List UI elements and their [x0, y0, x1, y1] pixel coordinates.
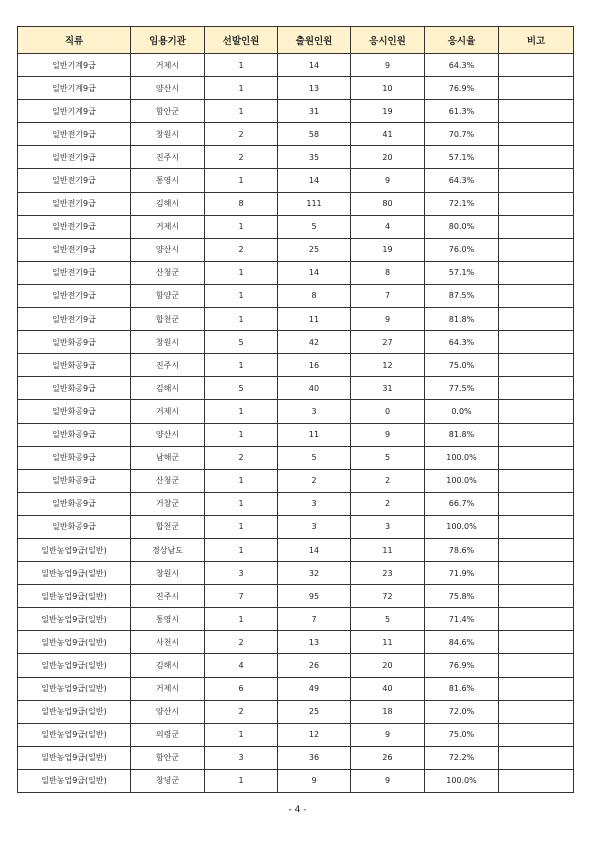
cell-job-class: 일반전기9급 — [18, 192, 131, 215]
cell-agency: 통영시 — [131, 169, 205, 192]
table-row — [18, 746, 574, 769]
cell-attendance-rate: 57.1% — [425, 146, 499, 169]
cell-applicant-count: 14 — [278, 261, 351, 284]
cell-selected-count: 5 — [205, 377, 278, 400]
cell-applicant-count: 11 — [278, 423, 351, 446]
cell-selected-count: 8 — [205, 192, 278, 215]
cell-agency: 합천군 — [131, 308, 205, 331]
cell-remarks — [499, 123, 574, 146]
table-row — [18, 515, 574, 538]
cell-applicant-count: 9 — [278, 769, 351, 792]
cell-job-class: 일반화공9급 — [18, 469, 131, 492]
cell-job-class: 일반전기9급 — [18, 308, 131, 331]
cell-examinee-count: 20 — [351, 654, 425, 677]
cell-agency: 사천시 — [131, 631, 205, 654]
cell-selected-count: 1 — [205, 492, 278, 515]
cell-selected-count: 1 — [205, 723, 278, 746]
cell-attendance-rate: 0.0% — [425, 400, 499, 423]
cell-attendance-rate: 57.1% — [425, 261, 499, 284]
cell-applicant-count: 42 — [278, 331, 351, 354]
cell-agency: 양산시 — [131, 238, 205, 261]
table-row — [18, 469, 574, 492]
cell-attendance-rate: 100.0% — [425, 446, 499, 469]
cell-agency: 김해시 — [131, 654, 205, 677]
cell-remarks — [499, 769, 574, 792]
cell-selected-count: 1 — [205, 261, 278, 284]
cell-applicant-count: 3 — [278, 492, 351, 515]
cell-agency: 거제시 — [131, 54, 205, 77]
cell-examinee-count: 19 — [351, 238, 425, 261]
cell-selected-count: 1 — [205, 215, 278, 238]
cell-examinee-count: 18 — [351, 700, 425, 723]
cell-examinee-count: 8 — [351, 261, 425, 284]
cell-selected-count: 1 — [205, 538, 278, 561]
cell-applicant-count: 14 — [278, 54, 351, 77]
cell-examinee-count: 2 — [351, 492, 425, 515]
cell-agency: 김해시 — [131, 192, 205, 215]
table-row — [18, 631, 574, 654]
cell-job-class: 일반화공9급 — [18, 354, 131, 377]
cell-examinee-count: 11 — [351, 538, 425, 561]
cell-job-class: 일반기계9급 — [18, 54, 131, 77]
cell-examinee-count: 9 — [351, 723, 425, 746]
cell-agency: 창원시 — [131, 331, 205, 354]
cell-job-class: 일반농업9급(일반) — [18, 723, 131, 746]
cell-agency: 함안군 — [131, 746, 205, 769]
cell-job-class: 일반농업9급(일반) — [18, 700, 131, 723]
table-row — [18, 492, 574, 515]
cell-applicant-count: 14 — [278, 538, 351, 561]
cell-job-class: 일반화공9급 — [18, 331, 131, 354]
table-row — [18, 700, 574, 723]
cell-selected-count: 2 — [205, 446, 278, 469]
cell-examinee-count: 5 — [351, 446, 425, 469]
cell-examinee-count: 20 — [351, 146, 425, 169]
header-examinee-count: 응시인원 — [351, 27, 425, 54]
cell-attendance-rate: 66.7% — [425, 492, 499, 515]
cell-applicant-count: 5 — [278, 446, 351, 469]
cell-examinee-count: 80 — [351, 192, 425, 215]
cell-applicant-count: 8 — [278, 284, 351, 307]
table-row — [18, 261, 574, 284]
cell-examinee-count: 5 — [351, 608, 425, 631]
cell-job-class: 일반전기9급 — [18, 123, 131, 146]
cell-attendance-rate: 81.8% — [425, 308, 499, 331]
cell-job-class: 일반화공9급 — [18, 400, 131, 423]
cell-remarks — [499, 423, 574, 446]
cell-job-class: 일반전기9급 — [18, 238, 131, 261]
cell-remarks — [499, 446, 574, 469]
cell-agency: 진주시 — [131, 354, 205, 377]
cell-remarks — [499, 192, 574, 215]
cell-applicant-count: 49 — [278, 677, 351, 700]
cell-agency: 양산시 — [131, 423, 205, 446]
table-row — [18, 169, 574, 192]
cell-examinee-count: 3 — [351, 515, 425, 538]
cell-agency: 창녕군 — [131, 769, 205, 792]
table-header-row — [18, 27, 574, 54]
cell-attendance-rate: 100.0% — [425, 515, 499, 538]
cell-selected-count: 1 — [205, 608, 278, 631]
header-applicant-count: 출원인원 — [278, 27, 351, 54]
cell-selected-count: 1 — [205, 77, 278, 100]
cell-selected-count: 1 — [205, 308, 278, 331]
cell-agency: 거제시 — [131, 215, 205, 238]
cell-job-class: 일반화공9급 — [18, 492, 131, 515]
cell-job-class: 일반화공9급 — [18, 377, 131, 400]
cell-remarks — [499, 562, 574, 585]
cell-applicant-count: 40 — [278, 377, 351, 400]
cell-attendance-rate: 100.0% — [425, 469, 499, 492]
table-row — [18, 54, 574, 77]
cell-attendance-rate: 64.3% — [425, 54, 499, 77]
cell-agency: 합천군 — [131, 515, 205, 538]
cell-agency: 거창군 — [131, 492, 205, 515]
header-agency: 임용기관 — [131, 27, 205, 54]
cell-applicant-count: 3 — [278, 400, 351, 423]
cell-examinee-count: 72 — [351, 585, 425, 608]
cell-remarks — [499, 169, 574, 192]
cell-applicant-count: 111 — [278, 192, 351, 215]
table-row — [18, 585, 574, 608]
cell-agency: 진주시 — [131, 146, 205, 169]
cell-attendance-rate: 81.8% — [425, 423, 499, 446]
cell-examinee-count: 23 — [351, 562, 425, 585]
cell-applicant-count: 13 — [278, 77, 351, 100]
cell-attendance-rate: 76.0% — [425, 238, 499, 261]
cell-attendance-rate: 71.9% — [425, 562, 499, 585]
cell-examinee-count: 19 — [351, 100, 425, 123]
header-attendance-rate: 응시율 — [425, 27, 499, 54]
cell-job-class: 일반전기9급 — [18, 284, 131, 307]
cell-applicant-count: 2 — [278, 469, 351, 492]
cell-examinee-count: 12 — [351, 354, 425, 377]
cell-attendance-rate: 64.3% — [425, 331, 499, 354]
cell-selected-count: 1 — [205, 400, 278, 423]
cell-selected-count: 3 — [205, 746, 278, 769]
cell-examinee-count: 9 — [351, 54, 425, 77]
cell-examinee-count: 26 — [351, 746, 425, 769]
cell-attendance-rate: 72.2% — [425, 746, 499, 769]
cell-attendance-rate: 61.3% — [425, 100, 499, 123]
cell-applicant-count: 12 — [278, 723, 351, 746]
cell-job-class: 일반농업9급(일반) — [18, 631, 131, 654]
cell-examinee-count: 9 — [351, 423, 425, 446]
table-row — [18, 423, 574, 446]
cell-applicant-count: 5 — [278, 215, 351, 238]
cell-job-class: 일반전기9급 — [18, 261, 131, 284]
cell-agency: 남해군 — [131, 446, 205, 469]
cell-selected-count: 1 — [205, 284, 278, 307]
table-row — [18, 400, 574, 423]
cell-remarks — [499, 746, 574, 769]
table-row — [18, 284, 574, 307]
cell-examinee-count: 10 — [351, 77, 425, 100]
table-row — [18, 446, 574, 469]
table-row — [18, 723, 574, 746]
table-row — [18, 377, 574, 400]
cell-agency: 함양군 — [131, 284, 205, 307]
cell-selected-count: 2 — [205, 123, 278, 146]
cell-examinee-count: 41 — [351, 123, 425, 146]
cell-remarks — [499, 631, 574, 654]
cell-remarks — [499, 700, 574, 723]
cell-selected-count: 2 — [205, 700, 278, 723]
table-row — [18, 331, 574, 354]
cell-attendance-rate: 84.6% — [425, 631, 499, 654]
cell-selected-count: 1 — [205, 100, 278, 123]
cell-agency: 거제시 — [131, 400, 205, 423]
cell-remarks — [499, 538, 574, 561]
cell-attendance-rate: 75.0% — [425, 354, 499, 377]
cell-agency: 창원시 — [131, 562, 205, 585]
cell-examinee-count: 31 — [351, 377, 425, 400]
cell-job-class: 일반농업9급(일반) — [18, 538, 131, 561]
cell-job-class: 일반농업9급(일반) — [18, 562, 131, 585]
cell-remarks — [499, 331, 574, 354]
cell-applicant-count: 26 — [278, 654, 351, 677]
table-row — [18, 100, 574, 123]
cell-job-class: 일반농업9급(일반) — [18, 654, 131, 677]
cell-applicant-count: 35 — [278, 146, 351, 169]
recruitment-table — [17, 26, 574, 793]
cell-applicant-count: 16 — [278, 354, 351, 377]
table-row — [18, 354, 574, 377]
cell-remarks — [499, 77, 574, 100]
cell-attendance-rate: 70.7% — [425, 123, 499, 146]
cell-job-class: 일반화공9급 — [18, 446, 131, 469]
cell-job-class: 일반기계9급 — [18, 100, 131, 123]
cell-examinee-count: 27 — [351, 331, 425, 354]
cell-selected-count: 6 — [205, 677, 278, 700]
cell-examinee-count: 2 — [351, 469, 425, 492]
cell-agency: 양산시 — [131, 700, 205, 723]
cell-job-class: 일반기계9급 — [18, 77, 131, 100]
table-row — [18, 769, 574, 792]
cell-remarks — [499, 54, 574, 77]
cell-agency: 의령군 — [131, 723, 205, 746]
table-body — [18, 54, 574, 793]
cell-job-class: 일반전기9급 — [18, 169, 131, 192]
cell-job-class: 일반전기9급 — [18, 146, 131, 169]
cell-remarks — [499, 215, 574, 238]
cell-remarks — [499, 354, 574, 377]
table-row — [18, 562, 574, 585]
cell-remarks — [499, 608, 574, 631]
cell-selected-count: 1 — [205, 169, 278, 192]
header-selected-count: 선발인원 — [205, 27, 278, 54]
cell-attendance-rate: 76.9% — [425, 77, 499, 100]
cell-selected-count: 1 — [205, 54, 278, 77]
cell-remarks — [499, 515, 574, 538]
cell-remarks — [499, 261, 574, 284]
cell-selected-count: 2 — [205, 238, 278, 261]
cell-agency: 김해시 — [131, 377, 205, 400]
cell-examinee-count: 4 — [351, 215, 425, 238]
cell-applicant-count: 3 — [278, 515, 351, 538]
cell-attendance-rate: 80.0% — [425, 215, 499, 238]
cell-attendance-rate: 72.0% — [425, 700, 499, 723]
cell-attendance-rate: 77.5% — [425, 377, 499, 400]
cell-remarks — [499, 469, 574, 492]
cell-selected-count: 3 — [205, 562, 278, 585]
table-row — [18, 538, 574, 561]
cell-selected-count: 1 — [205, 469, 278, 492]
cell-selected-count: 4 — [205, 654, 278, 677]
cell-applicant-count: 11 — [278, 308, 351, 331]
cell-remarks — [499, 585, 574, 608]
cell-selected-count: 1 — [205, 354, 278, 377]
cell-examinee-count: 9 — [351, 169, 425, 192]
cell-examinee-count: 0 — [351, 400, 425, 423]
cell-agency: 산청군 — [131, 469, 205, 492]
table-row — [18, 146, 574, 169]
cell-job-class: 일반농업9급(일반) — [18, 677, 131, 700]
table-row — [18, 608, 574, 631]
table-row — [18, 192, 574, 215]
cell-job-class: 일반농업9급(일반) — [18, 608, 131, 631]
cell-job-class: 일반농업9급(일반) — [18, 769, 131, 792]
header-remarks: 비고 — [499, 27, 574, 54]
cell-remarks — [499, 400, 574, 423]
cell-applicant-count: 25 — [278, 238, 351, 261]
cell-remarks — [499, 723, 574, 746]
cell-selected-count: 7 — [205, 585, 278, 608]
cell-examinee-count: 9 — [351, 308, 425, 331]
cell-selected-count: 1 — [205, 423, 278, 446]
header-job-class: 직류 — [18, 27, 131, 54]
cell-remarks — [499, 654, 574, 677]
cell-agency: 산청군 — [131, 261, 205, 284]
cell-agency: 함안군 — [131, 100, 205, 123]
cell-agency: 거제시 — [131, 677, 205, 700]
cell-applicant-count: 31 — [278, 100, 351, 123]
cell-job-class: 일반농업9급(일반) — [18, 585, 131, 608]
page-number: - 4 - — [288, 805, 307, 815]
table-row — [18, 654, 574, 677]
cell-job-class: 일반화공9급 — [18, 515, 131, 538]
cell-attendance-rate: 72.1% — [425, 192, 499, 215]
cell-examinee-count: 9 — [351, 769, 425, 792]
table-row — [18, 77, 574, 100]
cell-attendance-rate: 64.3% — [425, 169, 499, 192]
cell-attendance-rate: 78.6% — [425, 538, 499, 561]
cell-selected-count: 1 — [205, 515, 278, 538]
cell-examinee-count: 40 — [351, 677, 425, 700]
cell-applicant-count: 13 — [278, 631, 351, 654]
table-row — [18, 215, 574, 238]
cell-remarks — [499, 308, 574, 331]
table-row — [18, 677, 574, 700]
cell-remarks — [499, 677, 574, 700]
cell-agency: 창원시 — [131, 123, 205, 146]
cell-selected-count: 1 — [205, 769, 278, 792]
cell-agency: 양산시 — [131, 77, 205, 100]
table-row — [18, 308, 574, 331]
cell-applicant-count: 36 — [278, 746, 351, 769]
cell-job-class: 일반농업9급(일반) — [18, 746, 131, 769]
table-row — [18, 123, 574, 146]
cell-remarks — [499, 146, 574, 169]
cell-selected-count: 5 — [205, 331, 278, 354]
cell-remarks — [499, 100, 574, 123]
cell-selected-count: 2 — [205, 146, 278, 169]
cell-attendance-rate: 71.4% — [425, 608, 499, 631]
cell-agency: 경상남도 — [131, 538, 205, 561]
cell-applicant-count: 14 — [278, 169, 351, 192]
cell-remarks — [499, 377, 574, 400]
cell-attendance-rate: 100.0% — [425, 769, 499, 792]
cell-attendance-rate: 75.8% — [425, 585, 499, 608]
cell-remarks — [499, 238, 574, 261]
cell-attendance-rate: 87.5% — [425, 284, 499, 307]
cell-job-class: 일반화공9급 — [18, 423, 131, 446]
cell-applicant-count: 32 — [278, 562, 351, 585]
cell-examinee-count: 11 — [351, 631, 425, 654]
cell-applicant-count: 25 — [278, 700, 351, 723]
cell-examinee-count: 7 — [351, 284, 425, 307]
cell-remarks — [499, 284, 574, 307]
cell-applicant-count: 7 — [278, 608, 351, 631]
table-row — [18, 238, 574, 261]
cell-remarks — [499, 492, 574, 515]
cell-selected-count: 2 — [205, 631, 278, 654]
cell-applicant-count: 95 — [278, 585, 351, 608]
cell-job-class: 일반전기9급 — [18, 215, 131, 238]
cell-attendance-rate: 76.9% — [425, 654, 499, 677]
cell-agency: 통영시 — [131, 608, 205, 631]
cell-agency: 진주시 — [131, 585, 205, 608]
cell-applicant-count: 58 — [278, 123, 351, 146]
cell-attendance-rate: 81.6% — [425, 677, 499, 700]
cell-attendance-rate: 75.0% — [425, 723, 499, 746]
